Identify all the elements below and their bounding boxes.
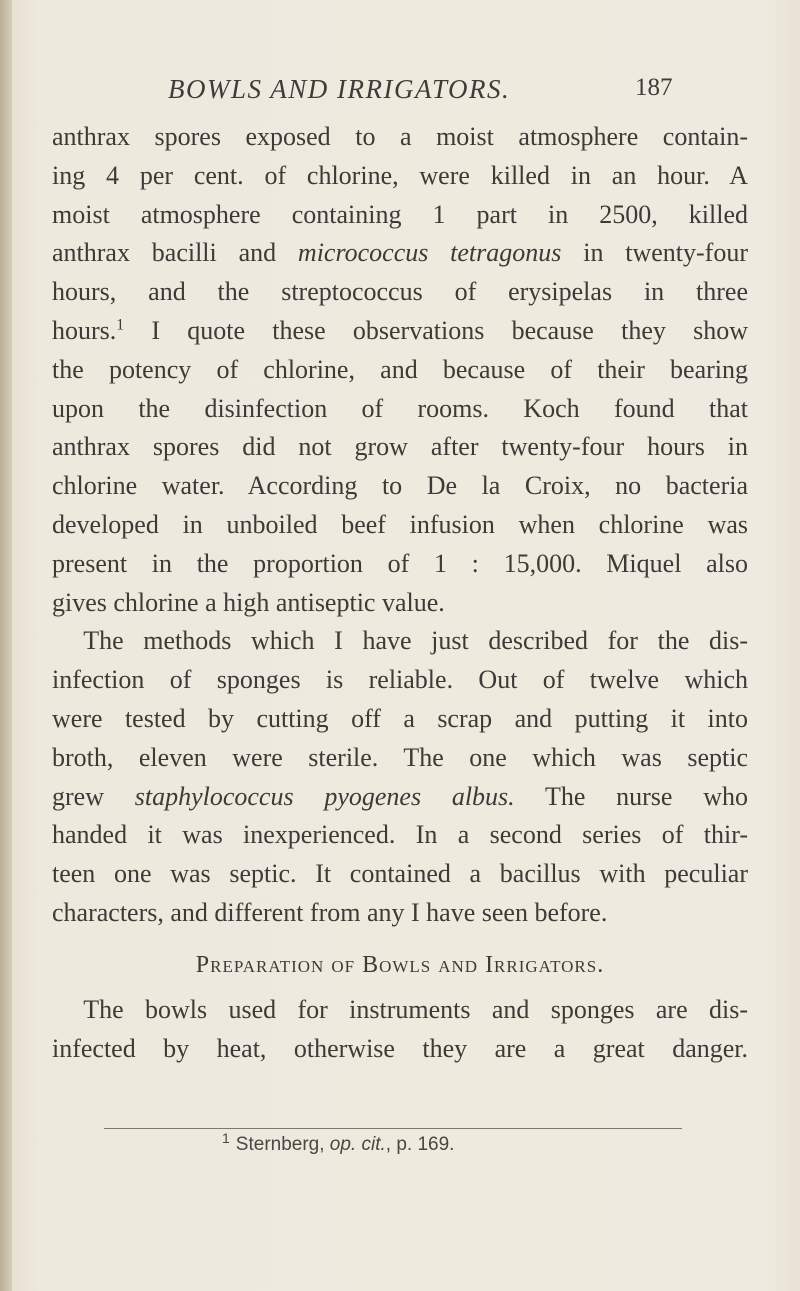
text-span: in twenty-four	[561, 238, 748, 268]
text-line: were tested by cutting off a scrap and putting it into	[52, 703, 748, 733]
text-line: infected by heat, otherwise they are a great danger.	[52, 1033, 748, 1063]
footnote-text: , p. 169.	[385, 1134, 455, 1155]
text-line: chlorine water. According to De la Croix, no bacteria	[52, 471, 748, 501]
text-line: ing 4 per cent. of chlorine, were killed in an hour. A	[52, 160, 748, 190]
text-line: The bowls used for instruments and sponges are dis-	[83, 994, 748, 1024]
text-line: the potency of chlorine, and because of their bearing	[52, 354, 748, 384]
text-line: present in the proportion of 1 : 15,000. Miquel also	[52, 548, 748, 578]
text-line	[52, 234, 748, 273]
footnote-mark: 1	[222, 1129, 230, 1146]
paragraph-1	[52, 118, 748, 622]
text-line: anthrax spores exposed to a moist atmosphere contain-	[52, 122, 748, 151]
text-line: handed it was inexperienced. In a second series of thir-	[52, 820, 748, 850]
section-heading: Preparation of Bowls and Irrigators.	[195, 951, 605, 978]
species-name: micrococcus tetragonus	[297, 238, 562, 268]
body-text	[52, 118, 748, 1068]
footnote-text: Sternberg,	[235, 1134, 330, 1155]
text-line: hours, and the streptococcus of erysipelas in three	[52, 277, 748, 307]
text-line: upon the disinfection of rooms. Koch found that	[52, 393, 748, 423]
text-line: The methods which I have just described for the dis-	[83, 626, 748, 656]
text-line: gives chlorine a high antiseptic value.	[52, 587, 445, 617]
text-line: moist atmosphere containing 1 part in 2500, killed	[52, 199, 748, 229]
text-span: The nurse who	[514, 781, 748, 811]
text-span: anthrax bacilli and	[52, 238, 298, 268]
species-name: staphylococcus pyogenes albus.	[134, 781, 515, 811]
running-head	[0, 68, 800, 108]
footnote-reference: 1	[116, 316, 125, 334]
text-line	[52, 778, 748, 817]
page-spine-shadow	[0, 0, 12, 1291]
text-span: hours.	[52, 315, 117, 345]
footnote-citation: op. cit.	[329, 1134, 386, 1155]
text-line	[52, 312, 748, 351]
footnote	[222, 1129, 642, 1156]
page-number: 187	[635, 74, 673, 101]
text-line: teen one was septic. It contained a bacillus with peculiar	[52, 859, 748, 889]
text-line: developed in unboiled beef infusion when chlorine was	[52, 509, 748, 539]
running-title: BOWLS AND IRRIGATORS.	[168, 74, 511, 104]
text-span: I quote these observations because they show	[124, 315, 748, 345]
paragraph-2	[52, 622, 748, 932]
footnote-rule	[104, 1128, 682, 1129]
text-line: anthrax spores did not grow after twenty-four hours in	[52, 432, 748, 462]
text-line: characters, and different from any I have seen before.	[52, 897, 608, 927]
text-span: grew	[52, 781, 135, 811]
paragraph-3	[52, 991, 748, 1069]
text-line: broth, eleven were sterile. The one which was septic	[52, 742, 748, 772]
text-line: infection of sponges is reliable. Out of twelve which	[52, 665, 748, 695]
